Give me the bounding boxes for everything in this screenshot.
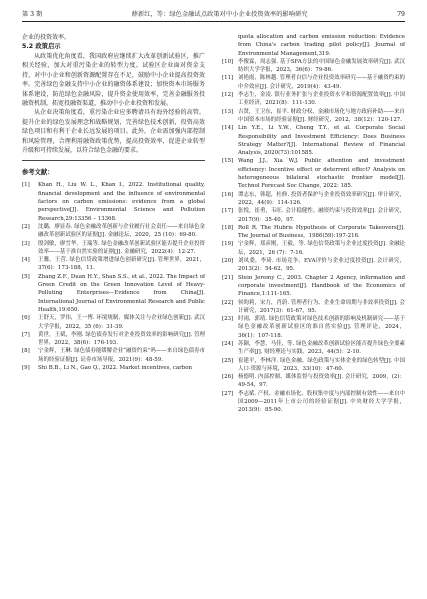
reference-item bbox=[22, 223, 205, 240]
reference-number: [6] bbox=[22, 315, 30, 322]
reference-number: [9] bbox=[22, 365, 30, 371]
reference-item bbox=[222, 33, 405, 58]
reference-text: 沈璐，廖显春. 绿色金融改革创新与企业履行社会责任——来自绿色金融改革创新试验区的证据[J]. 金融论坛，2020，25 (10)：69-80. bbox=[38, 223, 205, 239]
reference-text: 谭志东，韩超，杜修. 投资者保护与企业投资效率研究[J]. 审计研究，2022，44(9)：114-126. bbox=[238, 191, 405, 206]
reference-text: 苏颖，李慧，马佳，等. 绿色金融改革创新试验区能否提升绿色全要素生产率[J]. 财经理论与实践，2023，44(5)：2-10. bbox=[238, 340, 405, 356]
reference-list-left bbox=[22, 181, 205, 372]
reference-text: Lin Y.E., Li Y.W., Cheng T.Y., et al. Corporate Social Responsibility and Investment Efficiency: Does Business Strategy Matter?[J]. International Review of Financial Analysis, 2020(73):101585. bbox=[238, 125, 405, 157]
reference-number: [25] bbox=[222, 357, 234, 364]
reference-text: 侯昀莉，宋力，肖蔚. 管理者行为、企业生命周期与非效率投资[J]. 会计研究，2017(3)：61-67，95. bbox=[238, 299, 405, 314]
issue-label: 第 3 期 bbox=[22, 11, 43, 18]
running-title: 薛新红，等：绿色金融试点政策对中小企业投资效率的影响研究 bbox=[131, 11, 308, 18]
reference-number: [1] bbox=[22, 182, 30, 189]
reference-number: [15] bbox=[222, 158, 234, 165]
reference-number: [7] bbox=[22, 331, 30, 338]
reference-number: [11] bbox=[222, 75, 234, 82]
reference-text: 时雨，郭靖. 绿色信贷政策对绿色技术创新的影响及机制研究——基于绿色金融改革创新试验区的准自然实验[J]. 管理评论，2024，36(1)：107-118. bbox=[238, 316, 405, 339]
reference-item bbox=[22, 240, 205, 257]
reference-number: [17] bbox=[222, 208, 234, 215]
reference-number: [12] bbox=[222, 92, 234, 99]
reference-item bbox=[22, 181, 205, 222]
reference-item bbox=[222, 357, 405, 374]
reference-item bbox=[222, 240, 405, 257]
reference-number: [2] bbox=[22, 223, 30, 230]
reference-text: 李志斌. 产权、金融市场化、股权集中度与内部控制有效性——来自中国2009—2011年上市公司的经验证据[J]. 中央财经大学学报，2013(9)：85-90. bbox=[238, 390, 405, 414]
reference-item bbox=[22, 256, 205, 273]
reference-text: Roll R. The Hubris Hypothesis of Corporate Takeovers[J]. The Journal of Business，1986(59):197-216. bbox=[238, 224, 405, 240]
reference-number: [21] bbox=[222, 274, 234, 281]
reference-text: 刘艳霞，陈林越. 管理者自信与企业投资效率研究——基于融资约束的中介效应[J]. 会计研究，2019(4)：43-49. bbox=[238, 75, 405, 90]
reference-number: [20] bbox=[222, 258, 234, 265]
reference-number bbox=[222, 33, 238, 58]
reference-text: 殷剑敏，廖雪华，王瑞等. 绿色金融改革创新试验区能否提升企业投资效率——基于准自然实验的证据[J]. 金融研究，2022(4)：12-27. bbox=[38, 240, 205, 255]
reference-item bbox=[22, 347, 205, 364]
references-heading: 参考文献： bbox=[22, 169, 54, 177]
reference-item bbox=[222, 124, 405, 157]
reference-number: [8] bbox=[22, 348, 30, 355]
reference-text: Zhang Z.F., Duan H.Y., Shan S.S., et al., 2022. The Impact of Green Credit on the Green Innovation Level of Heavy-Polluting Enterprises—Evidence from China[J]. International Journal of Environmental Research and Public Health,19:650. bbox=[38, 273, 205, 313]
reference-item bbox=[222, 274, 405, 299]
reference-number: [4] bbox=[22, 257, 30, 264]
reference-text: 李俊霖，周志强. 基于SFA方法的中国绿色金融发展效率研究[J]. 武汉纺织大学学报，2023，36(6)：79-86. bbox=[238, 58, 405, 74]
reference-item bbox=[222, 373, 405, 390]
reference-text: quota allocation and carbon emission reduction: Evidence from China's carbon trading pilot policy[J]. Journal of Environmental Management,319. bbox=[238, 34, 405, 57]
running-header bbox=[22, 9, 405, 22]
reference-item bbox=[22, 331, 205, 348]
reference-number: [14] bbox=[222, 125, 234, 132]
reference-text: 吉贤，王卫东，崔平. 财政分权、金融市场化与地方政府补助——来自中国资本市场的经验证据[J]. 财经研究，2012，38(12)：120-127. bbox=[238, 108, 405, 123]
reference-text: 王馨，王营. 绿色信贷政策增进绿色创新研究[J]. 管理世界，2021，37(6)：173-188，11. bbox=[38, 257, 205, 272]
reference-number: [10] bbox=[222, 58, 234, 65]
reference-text: 李志生，金凌. 银行业务扩张与企业投资水平和资源配置效率[J]. 中国工业经济，2021(8)：111-130. bbox=[238, 92, 405, 107]
reference-number: [5] bbox=[22, 273, 30, 280]
paragraph: 从企业决策角度看，重污染企业应多聘请具有海外经验的高管，提升企业的绿色发展理念和战略规划，完善绿色技术创新，投资高效绿色项目和有利于企业长远发展的项目。此外，企业需加强内部控制和风险管理，合理利用融资政策优势，提高投资效率，促进企业转型升级和可持续发展，以符合绿色金融的要求。 bbox=[22, 109, 205, 155]
reference-number: [18] bbox=[222, 224, 234, 231]
reference-item bbox=[222, 224, 405, 241]
reference-item bbox=[222, 299, 405, 316]
reference-item bbox=[222, 315, 405, 340]
reference-text: 杨德明. 内部控制、媒体监督与投资效率[J]. 会计研究，2009，(2)：49-54，97. bbox=[238, 374, 405, 389]
reference-number: [19] bbox=[222, 241, 234, 248]
reference-text: 宁金辉，王琳. 绿色债券能缓解企业“融资约束”吗——来自绿色债券市场的经验证据[J]. 证券市场导报，2021(9)：48-59. bbox=[38, 348, 205, 363]
reference-text: 王舒天，罗伟，王一博. 环境规制、媒体关注与企业绿色创新[J]. 武汉大学学报，2022，35 (6)：31-39. bbox=[38, 315, 205, 330]
section-title: 5.2 政策启示 bbox=[22, 43, 61, 51]
reference-item bbox=[222, 157, 405, 190]
reference-number: [24] bbox=[222, 340, 234, 347]
reference-text: 宁金辉，郑彦刚，王毅，等. 绿色信贷政策与企业过度投资[J]. 金融论坛，2021，26 (7)：7-16. bbox=[238, 241, 405, 256]
reference-item bbox=[222, 207, 405, 224]
reference-item bbox=[22, 314, 205, 331]
reference-item bbox=[222, 58, 405, 75]
reference-text: 张悦，崔勇，韦旺. 会计稳健性、融资约束与投资效率[J]. 会计研究，2017(9)：35-40，97. bbox=[238, 208, 405, 223]
reference-item bbox=[22, 364, 205, 372]
reference-list-right bbox=[222, 33, 405, 415]
paragraph-continuation: 企业的投资效率。 bbox=[22, 34, 71, 41]
reference-item bbox=[222, 390, 405, 415]
reference-text: Khan H., Liu W. L., Khan I., 2022. Institutional quality, financial development and the influence of environmental factors on carbon emissions: evidence from a global perspective[J]. Environmental Science and Pollution Research,29:13356 – 13368. bbox=[38, 182, 205, 222]
reference-number: [27] bbox=[222, 390, 234, 397]
two-column-body bbox=[22, 33, 405, 415]
reference-item bbox=[222, 91, 405, 108]
reference-item bbox=[22, 273, 205, 314]
reference-item bbox=[222, 257, 405, 274]
reference-number: [16] bbox=[222, 191, 234, 198]
reference-item bbox=[222, 74, 405, 91]
reference-text: Wang J.J., Xia W.J. Public attention and investment efficiency: Incentive effect or deterrent effect? Analysis on heterogeneous bilateral stochastic frontier model[J]. Technol Forecast Soc Change, 2022: 185. bbox=[238, 158, 405, 190]
reference-text: Shi B.B., Li N., Gao Q., 2022. Market incentives, carbon bbox=[38, 365, 192, 371]
reference-number: [13] bbox=[222, 108, 234, 115]
reference-text: 黄世，王斌，李刚. 绿色债券发行对企业投资效率的影响研究[J]. 管理世界，2022，38(6)：176-193. bbox=[38, 331, 205, 347]
reference-number: [3] bbox=[22, 240, 30, 247]
right-column bbox=[222, 33, 405, 415]
paragraph: 从政策优化角度看，我国政府应继续扩大改革创新试验区，推广相关经验，加大对重污染企业的转型力度。试验区企业面对资金支持，对中小企业和创新资源配置存在不足，鼓励中小企业提高投资效率。完善绿色金融支持中小企业的融资体系建设；加快资本市场服务体系建设，防范绿色金融风险，提升资金使用效率，完善金融服务投融资机制，拓宽投融资渠道，推动中小企业投资和发展。 bbox=[22, 53, 205, 108]
reference-text: 刘凤委，李琦. 市场竞争、EVA评价与企业过度投资[J]. 会计研究，2013(2)：54-62，95. bbox=[238, 258, 405, 273]
divider bbox=[22, 160, 205, 161]
reference-number: [26] bbox=[222, 374, 234, 381]
reference-text: Stein Jeremy C., 2003. Chapter 2 Agency, information and corporate investment[J]. Handbook of the Economics of Finance,1:111-165. bbox=[238, 274, 405, 298]
reference-item bbox=[222, 191, 405, 208]
reference-text: 崔建平，李林洋. 绿色金融、绿色政策与实体企业的绿色转型[J]. 中国人口·资源与环境，2023，33(10)：47-60. bbox=[238, 357, 405, 372]
reference-item bbox=[222, 108, 405, 125]
left-column bbox=[22, 33, 205, 415]
page-number: 79 bbox=[397, 11, 405, 18]
reference-item bbox=[222, 340, 405, 357]
reference-number: [23] bbox=[222, 316, 234, 323]
reference-number: [22] bbox=[222, 299, 234, 306]
